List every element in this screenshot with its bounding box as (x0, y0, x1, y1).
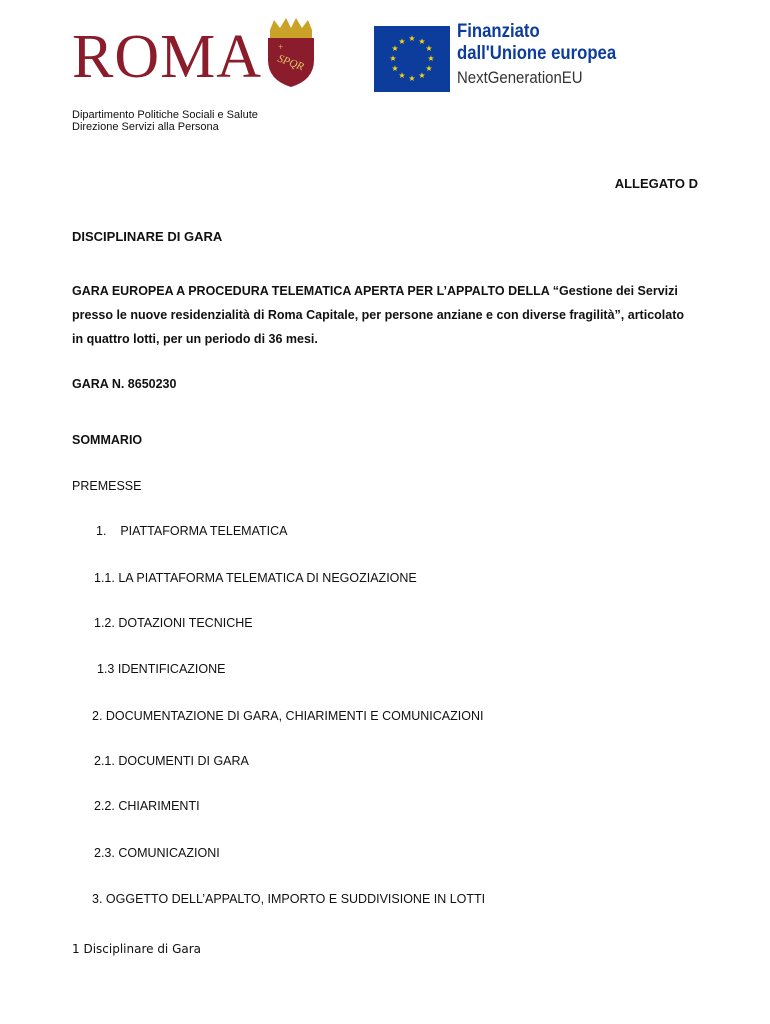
eu-flag-icon (374, 26, 450, 92)
svg-text:★: ★ (418, 37, 426, 46)
svg-text:★: ★ (408, 34, 416, 43)
toc-item-1-2[interactable]: 1.2. DOTAZIONI TECNICHE (94, 616, 253, 630)
gara-description (72, 279, 698, 351)
department-line-2: Direzione Servizi alla Persona (72, 121, 219, 133)
toc-item-1[interactable]: 1. PIATTAFORMA TELEMATICA (96, 524, 288, 538)
svg-text:★: ★ (418, 71, 426, 80)
svg-text:★: ★ (425, 44, 433, 53)
svg-text:★: ★ (398, 71, 406, 80)
gara-description-line-3: in quattro lotti, per un periodo di 36 mesi. (72, 332, 318, 346)
department-line-1: Dipartimento Politiche Sociali e Salute (72, 109, 258, 121)
toc-item-premesse[interactable]: PREMESSE (72, 479, 142, 493)
svg-text:★: ★ (425, 64, 433, 73)
svg-text:★: ★ (408, 74, 416, 83)
document-title: DISCIPLINARE DI GARA (72, 229, 223, 244)
gara-number: GARA N. 8650230 (72, 377, 177, 391)
eu-line-2: dall'Unione europea (457, 43, 617, 64)
svg-text:★: ★ (398, 37, 406, 46)
department-block (72, 109, 258, 133)
sommario-heading: SOMMARIO (72, 433, 143, 447)
roma-logo: ROMA (72, 23, 263, 91)
svg-text:+: + (278, 42, 284, 52)
toc-item-1-3[interactable]: 1.3 IDENTIFICAZIONE (97, 662, 226, 676)
allegato-label: ALLEGATO D (614, 176, 698, 191)
svg-text:SPQR: SPQR (275, 52, 306, 74)
gara-description-line-2: presso le nuove residenzialità di Roma Capitale, per persone anziane e con diverse fragilità”, articolato (72, 308, 684, 322)
eu-funding-label (457, 22, 638, 86)
toc-item-3[interactable]: 3. OGGETTO DELL’APPALTO, IMPORTO E SUDDIVISIONE IN LOTTI (92, 892, 486, 906)
toc-item-2-1[interactable]: 2.1. DOCUMENTI DI GARA (94, 754, 249, 768)
page-footer: 1 Disciplinare di Gara (72, 942, 202, 956)
roma-crest-icon (262, 16, 320, 88)
svg-text:★: ★ (389, 54, 397, 63)
toc-item-2-2[interactable]: 2.2. CHIARIMENTI (94, 799, 200, 813)
gara-description-line-1: GARA EUROPEA A PROCEDURA TELEMATICA APERTA PER L’APPALTO DELLA “Gestione dei Servizi (72, 284, 678, 298)
eu-line-3: NextGenerationEU (457, 68, 583, 87)
svg-text:★: ★ (427, 54, 435, 63)
toc-item-2[interactable]: 2. DOCUMENTAZIONE DI GARA, CHIARIMENTI E COMUNICAZIONI (92, 709, 484, 723)
toc-item-1-1[interactable]: 1.1. LA PIATTAFORMA TELEMATICA DI NEGOZIAZIONE (94, 571, 417, 585)
eu-line-1: Finanziato (457, 21, 540, 42)
toc-item-2-3[interactable]: 2.3. COMUNICAZIONI (94, 846, 220, 860)
svg-text:★: ★ (391, 44, 399, 53)
svg-text:★: ★ (391, 64, 399, 73)
